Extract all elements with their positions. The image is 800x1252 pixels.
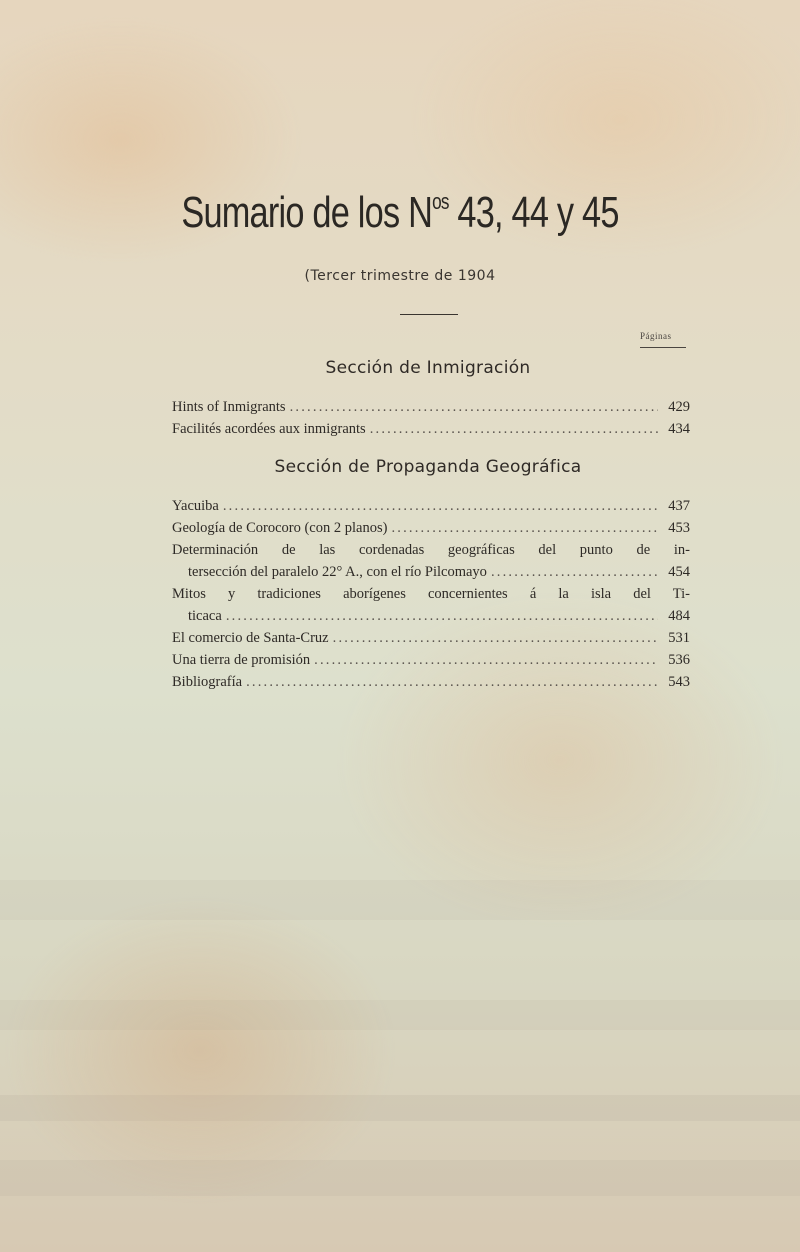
pages-column-label: Páginas (640, 331, 672, 341)
toc-entry (172, 649, 690, 671)
toc-entry (172, 561, 690, 583)
toc-entry (172, 495, 690, 517)
toc-entry-page: 484 (668, 608, 690, 624)
toc-entry-page: 454 (668, 564, 690, 580)
paper-stain (0, 1160, 800, 1196)
toc-entry-title-line1: Mitos y tradiciones aborígenes concernientes á la isla del Ti- (172, 586, 690, 602)
toc-entry-page: 437 (668, 498, 690, 514)
toc-entry (172, 517, 690, 539)
leader-dots (333, 627, 658, 649)
toc-entry-title: Facilités acordées aux inmigrants (172, 421, 366, 437)
leader-dots (370, 418, 658, 440)
toc-entry-page: 453 (668, 520, 690, 536)
paper-stain (0, 1000, 800, 1030)
leader-dots (223, 495, 658, 517)
toc-entry-title: El comercio de Santa-Cruz (172, 630, 329, 646)
toc-entry (172, 671, 690, 693)
title-rule (400, 314, 458, 315)
toc-section-propaganda (172, 495, 690, 693)
toc-entry-page: 543 (668, 674, 690, 690)
toc-entry-title-line2: tersección del paralelo 22° A., con el río Pilcomayo (188, 564, 487, 580)
leader-dots (290, 396, 658, 418)
leader-dots (391, 517, 658, 539)
paper-stain (0, 1095, 800, 1121)
toc-section-inmigracion (172, 396, 690, 440)
toc-entry (172, 396, 690, 418)
toc-entry-page: 536 (668, 652, 690, 668)
paper-stain (0, 880, 800, 920)
toc-entry-page: 531 (668, 630, 690, 646)
toc-entry-title: Geología de Corocoro (con 2 planos) (172, 520, 388, 536)
toc-entry-title-line1: Determinación de las cordenadas geográficas del punto de in- (172, 542, 690, 558)
toc-entry (172, 627, 690, 649)
leader-dots (246, 671, 658, 693)
section-heading-inmigracion: Sección de Inmigración (325, 358, 531, 378)
toc-entry-page: 434 (668, 421, 690, 437)
leader-dots (314, 649, 658, 671)
section-heading-propaganda: Sección de Propaganda Geográfica (274, 457, 582, 477)
toc-entry (172, 418, 690, 440)
page-title: Sumario de los $N^{os}$ 43, 44 y 45 (181, 188, 619, 237)
subtitle: (Tercer trimestre de 1904 (304, 268, 496, 284)
toc-entry-title: Hints of Inmigrants (172, 399, 286, 415)
toc-entry-title: Bibliografía (172, 674, 243, 690)
toc-entry-title-line2: ticaca (188, 608, 222, 624)
toc-entry (172, 605, 690, 627)
toc-entry-title: Yacuiba (172, 498, 219, 514)
toc-entry-page: 429 (668, 399, 690, 415)
toc-entry-title: Una tierra de promisión (172, 652, 311, 668)
leader-dots (226, 605, 658, 627)
leader-dots (491, 561, 658, 583)
pages-column-rule (640, 347, 686, 348)
